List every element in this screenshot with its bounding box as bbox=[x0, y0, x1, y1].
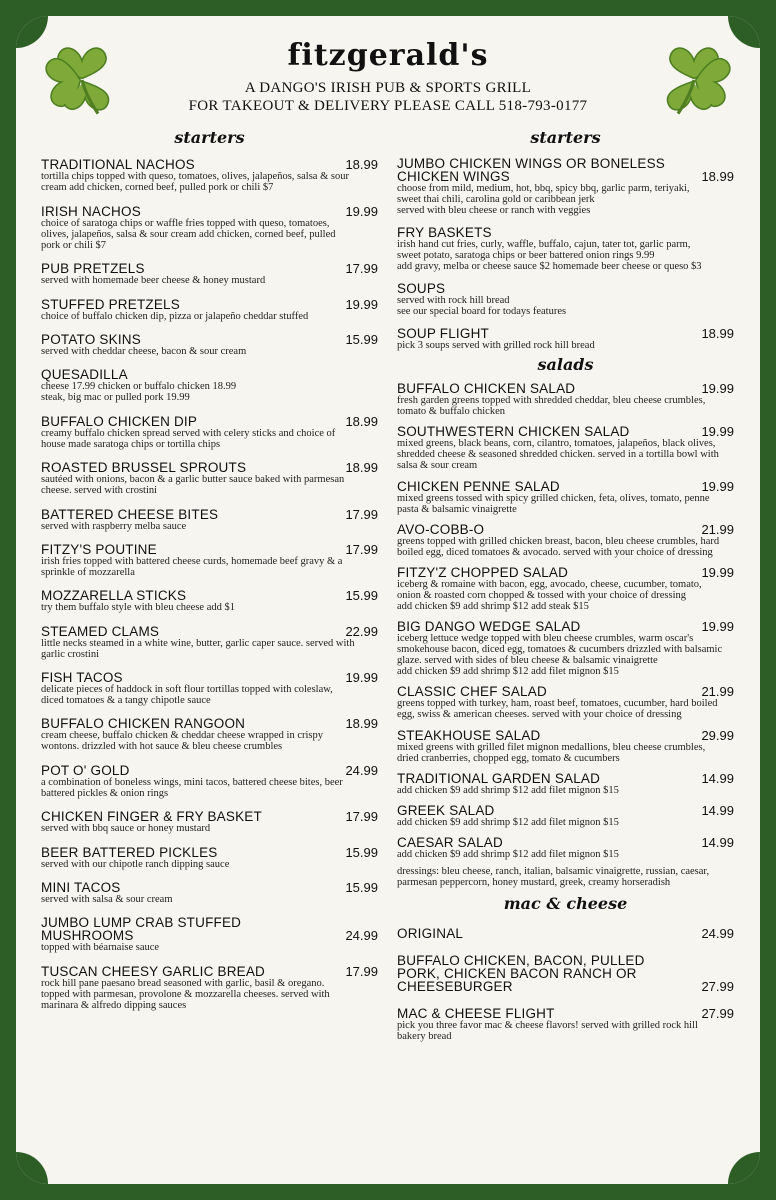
item-description: served with rock hill bread bbox=[397, 295, 510, 306]
item-price: 18.99 bbox=[701, 326, 734, 341]
item-description: boiled egg, diced tomatoes & avocado. served with your choice of dressing bbox=[397, 546, 713, 558]
item-name: JUMBO LUMP CRAB STUFFED MUSHROOMS bbox=[41, 915, 242, 944]
menu-item bbox=[397, 954, 734, 993]
menu-item bbox=[397, 523, 734, 558]
item-price: 22.99 bbox=[345, 623, 378, 639]
item-price: 18.99 bbox=[345, 716, 378, 732]
item-name: STUFFED PRETZELS bbox=[41, 296, 180, 312]
item-description: fresh garden greens topped with shredded cheddar, bleu cheese crumbles, bbox=[397, 395, 706, 407]
item-description: little necks steamed in a white wine, butter, garlic caper sauce. served with bbox=[41, 637, 355, 649]
item-description: irish hand cut fries, curly, waffle, buffalo, cajun, tater tot, garlic parm, bbox=[397, 239, 691, 250]
item-price: 19.99 bbox=[701, 478, 734, 494]
item-description: add chicken $9 add shrimp $12 add filet mignon $15 bbox=[397, 816, 619, 828]
item-description: irish fries topped with battered cheese curds, homemade beef gravy & a bbox=[41, 555, 343, 567]
item-description: house made saratoga chips or tortilla chips bbox=[41, 438, 221, 450]
item-description: served with bleu cheese or ranch with veggies bbox=[397, 205, 591, 216]
item-name: ROASTED BRUSSEL SPROUTS bbox=[41, 460, 247, 476]
item-description: add gravy, melba or cheese sauce $2 homemade beer cheese or queso $3 bbox=[397, 261, 702, 272]
item-name: TUSCAN CHEESY GARLIC BREAD bbox=[41, 963, 266, 979]
item-name: FRY BASKETS bbox=[397, 225, 492, 240]
menu-item bbox=[41, 625, 378, 660]
menu-item bbox=[41, 671, 378, 706]
menu-item bbox=[397, 425, 734, 471]
item-description: mixed greens, black beans, corn, cilantro, tomatoes, jalapeños, black olives, bbox=[397, 438, 716, 450]
item-description: greens topped with turkey, ham, roast beef, tomatoes, cucumber, hard boiled bbox=[397, 698, 718, 710]
menu-item bbox=[397, 566, 734, 612]
item-description: add chicken $9 add shrimp $12 add steak $15 bbox=[397, 600, 589, 612]
item-description: rock hill pane paesano bread seasoned with garlic, basil & oregano. bbox=[41, 977, 325, 989]
item-name: BIG DANGO WEDGE SALAD bbox=[397, 619, 581, 635]
item-description: glaze. served with sides of bleu cheese & balsamic vinaigrette bbox=[397, 655, 658, 667]
item-name: STEAMED CLAMS bbox=[41, 623, 160, 639]
item-description: choice of saratoga chips or waffle fries topped with queso, tomatoes, bbox=[41, 217, 330, 229]
menu-item bbox=[397, 836, 734, 860]
item-price: 21.99 bbox=[701, 521, 734, 537]
item-description: garlic crostini bbox=[41, 648, 100, 660]
item-name: BATTERED CHEESE BITES bbox=[41, 506, 219, 522]
item-name: POTATO SKINS bbox=[41, 331, 141, 347]
item-description: mixed greens tossed with spicy grilled chicken, feta, olives, tomato, penne bbox=[397, 492, 710, 504]
item-description: bakery bread bbox=[397, 1031, 452, 1043]
item-name: SOUTHWESTERN CHICKEN SALAD bbox=[397, 424, 630, 440]
menu-item bbox=[397, 226, 734, 272]
item-name: FITZY'Z CHOPPED SALAD bbox=[397, 564, 569, 580]
item-description: sweet potato, saratoga chips or beer battered onion rings 9.99 bbox=[397, 250, 655, 261]
item-name: CAESAR SALAD bbox=[397, 835, 503, 851]
item-description: a combination of boneless wings, mini tacos, battered cheese bites, beer bbox=[41, 776, 343, 788]
item-price: 19.99 bbox=[701, 619, 734, 635]
item-name: BEER BATTERED PICKLES bbox=[41, 844, 218, 860]
item-description: topped with parmesan, provolone & mozzarella cheeses. served with bbox=[41, 988, 330, 1000]
item-description: add chicken $9 add shrimp $12 add filet mignon $15 bbox=[397, 849, 619, 861]
menu-item bbox=[41, 415, 378, 450]
menu-item bbox=[397, 1007, 734, 1042]
item-price: 17.99 bbox=[345, 809, 378, 825]
item-description: steak, big mac or pulled pork 19.99 bbox=[41, 392, 190, 404]
item-name: SOUPS bbox=[397, 281, 446, 296]
item-name: BUFFALO CHICKEN, BACON, PULLED PORK, CHICKEN BACON RANCH OR CHEESEBURGER bbox=[397, 953, 645, 995]
item-description: choice of buffalo chicken dip, pizza or jalapeño cheddar stuffed bbox=[41, 310, 309, 322]
item-description: served with homemade beer cheese & honey mustard bbox=[41, 275, 266, 287]
item-price: 17.99 bbox=[345, 541, 378, 557]
item-description: onion & roasted corn chopped & tossed with your choice of dressing bbox=[397, 589, 686, 601]
menu-item bbox=[397, 729, 734, 764]
item-description: cream add chicken, corned beef, pulled pork or chili $7 bbox=[41, 182, 274, 194]
menu-item bbox=[397, 382, 734, 417]
menu-item bbox=[41, 262, 378, 286]
item-description: smokehouse bacon, diced egg, tomatoes & cucumbers drizzled with balsamic bbox=[397, 644, 723, 656]
item-price: 17.99 bbox=[345, 261, 378, 277]
menu-item bbox=[41, 916, 378, 953]
item-name: MAC & CHEESE FLIGHT bbox=[397, 1006, 555, 1022]
menu-item bbox=[397, 480, 734, 515]
contact-line: FOR TAKEOUT & DELIVERY PLEASE CALL 518-793-0177 bbox=[188, 98, 588, 114]
menu-item bbox=[41, 298, 378, 322]
menu-item bbox=[41, 881, 378, 905]
item-price: 15.99 bbox=[345, 844, 378, 860]
item-description: try them buffalo style with bleu cheese add $1 bbox=[41, 602, 236, 614]
item-price: 24.99 bbox=[345, 928, 378, 944]
page-corner bbox=[16, 1152, 48, 1184]
page-corner bbox=[728, 1152, 760, 1184]
menu-item bbox=[397, 772, 734, 796]
item-name: BUFFALO CHICKEN RANGOON bbox=[41, 716, 246, 732]
item-description: iceberg lettuce wedge topped with bleu cheese crumbles, warm oscar's bbox=[397, 633, 694, 645]
item-name: BUFFALO CHICKEN SALAD bbox=[397, 381, 576, 397]
item-description: marinara & alfredo dipping sauces bbox=[41, 999, 187, 1011]
item-description: egg, swiss & american cheeses. served with your choice of dressing bbox=[397, 709, 682, 721]
item-name: MINI TACOS bbox=[41, 880, 121, 896]
item-price: 21.99 bbox=[701, 684, 734, 700]
left-column bbox=[41, 128, 378, 1011]
item-name: PUB PRETZELS bbox=[41, 261, 145, 277]
menu-item bbox=[41, 461, 378, 496]
item-description: olives, jalapeños, salsa & sour cream add chicken, corned beef, pulled bbox=[41, 228, 336, 240]
menu-item bbox=[397, 282, 734, 317]
item-description: cheese. served with crostini bbox=[41, 485, 158, 497]
item-description: served with our chipotle ranch dipping sauce bbox=[41, 858, 230, 870]
item-price: 14.99 bbox=[701, 770, 734, 786]
item-description: sautéed with onions, bacon & a garlic butter sauce baked with parmesan bbox=[41, 474, 345, 486]
item-price: 18.99 bbox=[345, 157, 378, 173]
item-name: POT O' GOLD bbox=[41, 762, 130, 778]
section-heading-starters: starters bbox=[174, 128, 245, 147]
item-description: pick you three favor mac & cheese flavors! served with grilled rock hill bbox=[397, 1020, 698, 1032]
menu-item bbox=[41, 810, 378, 834]
item-price: 14.99 bbox=[701, 802, 734, 818]
item-description: served with raspberry melba sauce bbox=[41, 520, 187, 532]
item-description: cheese 17.99 chicken or buffalo chicken 18.99 bbox=[41, 381, 237, 393]
section-heading-salads: salads bbox=[537, 355, 594, 374]
menu-item bbox=[41, 589, 378, 613]
menu-item bbox=[41, 543, 378, 578]
item-price: 14.99 bbox=[701, 835, 734, 851]
menu-item bbox=[397, 804, 734, 828]
restaurant-name: fitzgerald's bbox=[287, 38, 489, 73]
item-description: sprinkle of mozzarella bbox=[41, 566, 135, 578]
item-description: add chicken $9 add shrimp $12 add filet mignon $15 bbox=[397, 784, 619, 796]
item-price: 17.99 bbox=[345, 506, 378, 522]
item-description: served with bbq sauce or honey mustard bbox=[41, 823, 211, 835]
menu-item bbox=[397, 157, 734, 216]
menu-item bbox=[397, 327, 734, 351]
item-name: GREEK SALAD bbox=[397, 802, 495, 818]
item-description: iceberg & romaine with bacon, egg, avocado, cheese, cucumber, tomato, bbox=[397, 578, 702, 590]
item-price: 18.99 bbox=[345, 413, 378, 429]
item-price: 19.99 bbox=[345, 296, 378, 312]
menu-item bbox=[41, 846, 378, 870]
item-name: SOUP FLIGHT bbox=[397, 326, 489, 341]
item-name: JUMBO CHICKEN WINGS OR BONELESS CHICKEN WINGS bbox=[397, 156, 665, 184]
menu-item bbox=[41, 158, 378, 193]
right-column bbox=[397, 128, 734, 1042]
menu-item bbox=[41, 205, 378, 251]
item-description: shredded cheese & seasoned shredded chicken. served in a tortilla bowl with bbox=[397, 449, 719, 461]
item-name: CLASSIC CHEF SALAD bbox=[397, 684, 547, 700]
menu-item bbox=[397, 927, 734, 940]
item-name: QUESADILLA bbox=[41, 367, 128, 383]
item-price: 27.99 bbox=[701, 1006, 734, 1022]
item-price: 24.99 bbox=[701, 926, 734, 942]
dressings-note bbox=[397, 866, 734, 888]
menu-item bbox=[41, 508, 378, 532]
item-price: 18.99 bbox=[701, 169, 734, 184]
menu-page bbox=[16, 16, 760, 1184]
item-description: served with cheddar cheese, bacon & sour cream bbox=[41, 345, 247, 357]
item-price: 15.99 bbox=[345, 588, 378, 604]
item-name: STEAKHOUSE SALAD bbox=[397, 727, 541, 743]
item-description: tomato & buffalo chicken bbox=[397, 406, 505, 418]
menu-item bbox=[41, 717, 378, 752]
item-name: MOZZARELLA STICKS bbox=[41, 588, 187, 604]
menu-item bbox=[41, 368, 378, 403]
section-heading-mac-cheese: mac & cheese bbox=[503, 894, 628, 914]
item-name: CHICKEN FINGER & FRY BASKET bbox=[41, 809, 262, 825]
item-description: delicate pieces of haddock in soft flour tortillas topped with coleslaw, bbox=[41, 684, 333, 696]
item-description: dried cranberries, chopped egg, tomato & cucumbers bbox=[397, 752, 620, 764]
item-description: mixed greens with grilled filet mignon medallions, bleu cheese crumbles, bbox=[397, 741, 706, 753]
item-description: topped with béarnaise sauce bbox=[41, 942, 160, 954]
item-description: diced tomatoes & a tangy chipotle sauce bbox=[41, 695, 211, 707]
menu-item bbox=[41, 333, 378, 357]
item-price: 17.99 bbox=[345, 963, 378, 979]
item-price: 19.99 bbox=[345, 670, 378, 686]
item-description: tortilla chips topped with queso, tomatoes, olives, jalapeños, salsa & sour bbox=[41, 171, 349, 183]
menu-item bbox=[41, 764, 378, 799]
item-description: wontons. drizzled with hot sauce & bleu cheese crumbles bbox=[41, 741, 283, 753]
item-description: see our special board for todays features bbox=[397, 306, 567, 317]
item-description: pork or chili $7 bbox=[41, 239, 107, 251]
item-description: pick 3 soups served with grilled rock hill bread bbox=[397, 340, 595, 351]
item-name: TRADITIONAL GARDEN SALAD bbox=[397, 770, 601, 786]
item-name: ORIGINAL bbox=[397, 926, 464, 942]
item-price: 19.99 bbox=[701, 564, 734, 580]
item-name: FITZY'S POUTINE bbox=[41, 541, 157, 557]
item-description: creamy buffalo chicken spread served with celery sticks and choice of bbox=[41, 427, 336, 439]
item-price: 18.99 bbox=[345, 460, 378, 476]
item-price: 27.99 bbox=[701, 979, 734, 995]
item-price: 15.99 bbox=[345, 331, 378, 347]
menu-item bbox=[41, 965, 378, 1011]
dressings-line: parmesan peppercorn, honey mustard, greek, creamy horseradish bbox=[397, 877, 671, 889]
section-heading-starters: starters bbox=[530, 128, 601, 147]
dressings-line: dressings: bleu cheese, ranch, italian, balsamic vinaigrette, russian, caesar, bbox=[397, 866, 710, 878]
item-description: sweet thai chili, carolina gold or caribbean jerk bbox=[397, 194, 595, 205]
menu-item bbox=[397, 620, 734, 677]
item-description: battered pickles & onion rings bbox=[41, 787, 169, 799]
item-description: cream cheese, buffalo chicken & cheddar cheese wrapped in crispy bbox=[41, 730, 324, 742]
item-name: TRADITIONAL NACHOS bbox=[41, 157, 195, 173]
item-description: choose from mild, medium, hot, bbq, spicy bbq, garlic parm, teriyaki, bbox=[397, 183, 690, 194]
item-description: salsa & sour cream bbox=[397, 460, 478, 472]
item-price: 19.99 bbox=[701, 381, 734, 397]
restaurant-subtitle: A DANGO'S IRISH PUB & SPORTS GRILL bbox=[244, 80, 532, 96]
item-name: FISH TACOS bbox=[41, 670, 123, 686]
item-name: IRISH NACHOS bbox=[41, 203, 141, 219]
item-name: CHICKEN PENNE SALAD bbox=[397, 478, 560, 494]
item-name: AVO-COBB-O bbox=[397, 521, 485, 537]
item-name: BUFFALO CHICKEN DIP bbox=[41, 413, 198, 429]
item-price: 15.99 bbox=[345, 880, 378, 896]
item-price: 19.99 bbox=[701, 424, 734, 440]
item-description: served with salsa & sour cream bbox=[41, 894, 173, 906]
item-description: pasta & balsamic vinaigrette bbox=[397, 503, 517, 515]
item-price: 24.99 bbox=[345, 762, 378, 778]
item-price: 29.99 bbox=[701, 727, 734, 743]
menu-item bbox=[397, 685, 734, 720]
item-description: greens topped with grilled chicken breast, bacon, bleu cheese crumbles, hard bbox=[397, 535, 720, 547]
item-price: 19.99 bbox=[345, 203, 378, 219]
item-description: add chicken $9 add shrimp $12 add filet mignon $15 bbox=[397, 666, 619, 678]
